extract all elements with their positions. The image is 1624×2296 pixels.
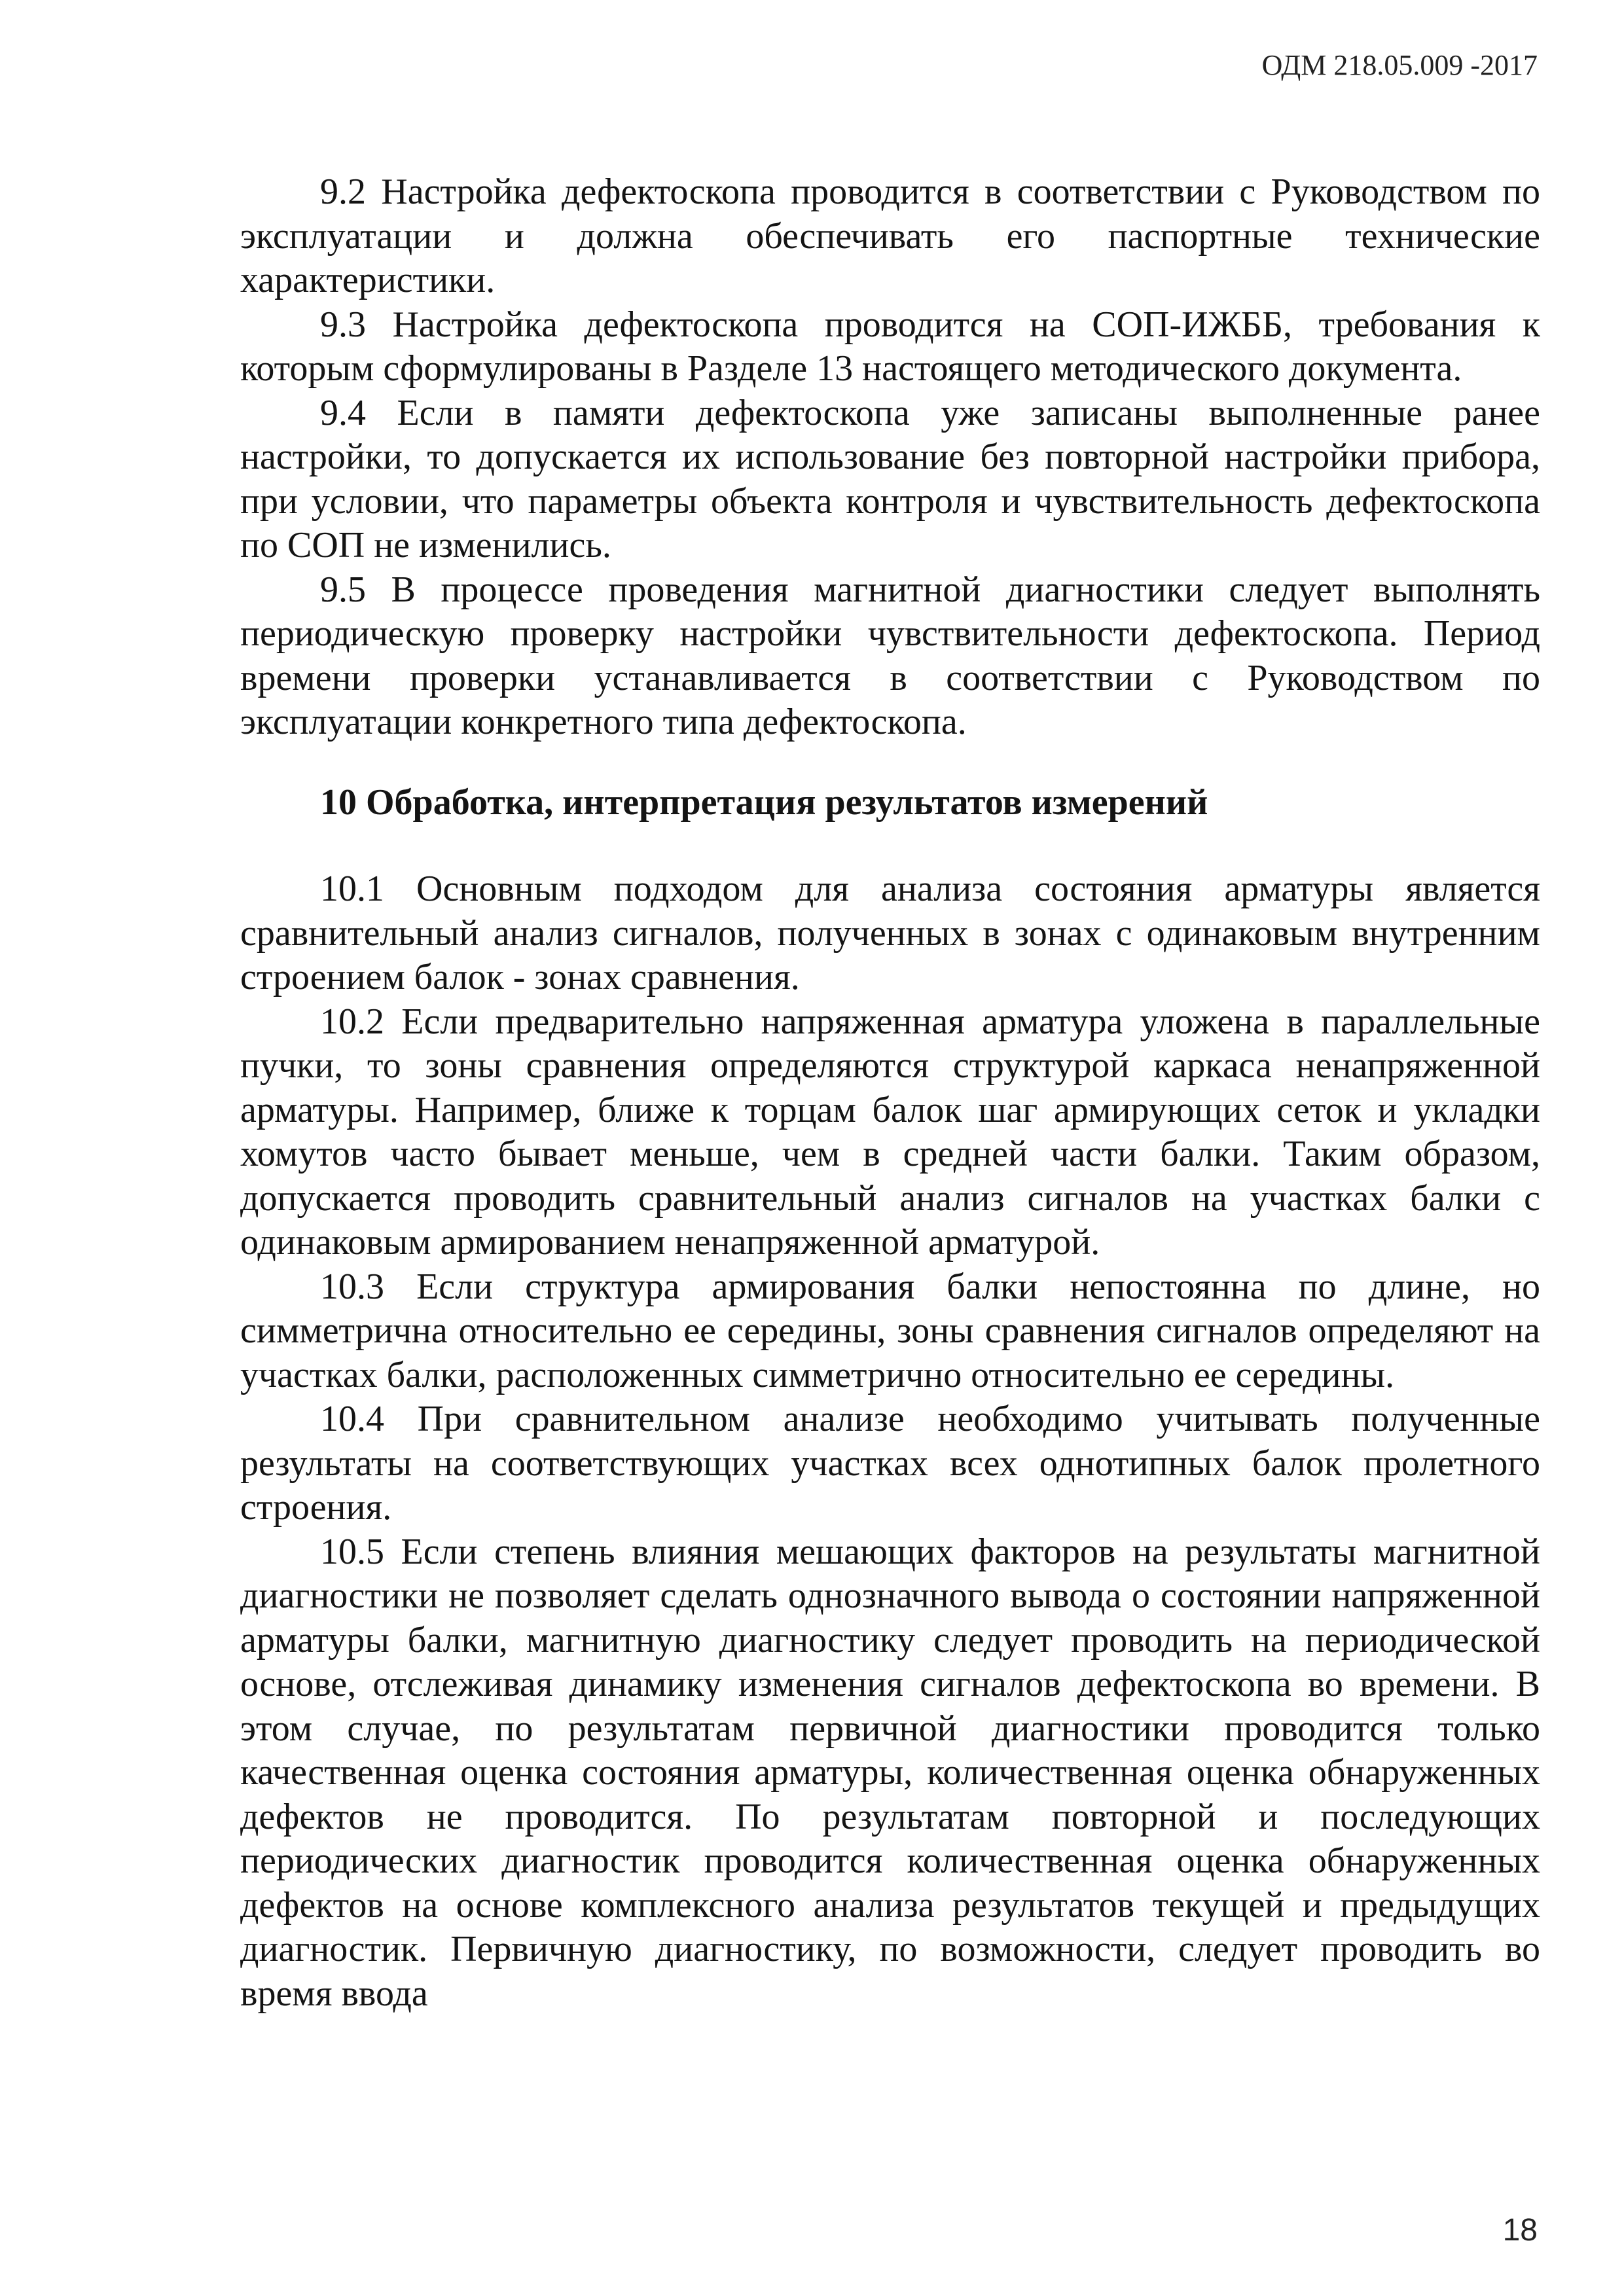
paragraph-9-3: 9.3 Настройка дефектоскопа проводится на СОП-ИЖББ, требования к которым сформулированы в Разделе 13 настоящего методического документа. [240,304,1540,389]
paragraph-10-4: 10.4 При сравнительном анализе необходимо учитывать полученные результаты на соответствующих участках всех однотипных балок пролетного строения. [240,1399,1540,1528]
section-10-heading: 10 Обработка, интерпретация результатов измерений [320,781,1208,823]
paragraph-10-3: 10.3 Если структура армирования балки непостоянна по длине, но симметрична относительно ее середины, зоны сравнения сигналов определяют на участках балки, расположенных симметрично относительно ее середины. [240,1266,1540,1395]
paragraph-9-4: 9.4 Если в памяти дефектоскопа уже записаны выполненные ранее настройки, то допускается их использование без повторной настройки прибора, при условии, что параметры объекта контроля и чувствительность дефектоскопа по СОП не изменились. [240,392,1540,565]
paragraph-10-5: 10.5 Если степень влияния мешающих факторов на результаты магнитной диагностики не позволяет сделать однозначного вывода о состоянии напряженной арматуры балки, магнитную диагностику следует проводить на периодической основе, отслеживая динамику изменения сигналов дефектоскопа во времени. В этом случае, по результатам первичной диагностики проводится только качественная оценка состояния арматуры, количественная оценка обнаруженных дефектов не проводится. По результатам повторной и последующих периодических диагностик проводится количественная оценка обнаруженных дефектов на основе комплексного анализа результатов текущей и предыдущих диагностик. Первичную диагностику, по возможности, следует проводить во время ввода [240,1531,1540,2014]
page-body [240,170,1540,2016]
document-code: ОДМ 218.05.009 -2017 [1261,49,1538,81]
paragraph-9-5: 9.5 В процессе проведения магнитной диагностики следует выполнять периодическую проверку настройки чувствительности дефектоскопа. Период времени проверки устанавливается в соответствии с Руководством по эксплуатации конкретного типа дефектоскопа. [240,569,1540,742]
paragraph-10-2: 10.2 Если предварительно напряженная арматура уложена в параллельные пучки, то зоны сравнения определяются структурой каркаса ненапряженной арматуры. Например, ближе к торцам балок шаг армирующих сеток и укладки хомутов часто бывает меньше, чем в средней части балки. Таким образом, допускается проводить сравнительный анализ сигналов на участках балки с одинаковым армированием ненапряженной арматурой. [240,1001,1540,1263]
paragraph-9-2: 9.2 Настройка дефектоскопа проводится в соответствии с Руководством по эксплуатации и должна обеспечивать его паспортные технические характеристики. [240,171,1540,300]
paragraph-10-1: 10.1 Основным подходом для анализа состояния арматуры является сравнительный анализ сигналов, полученных в зонах с одинаковым внутренним строением балок - зонах сравнения. [240,869,1540,997]
page-number: 18 [1502,2213,1538,2248]
